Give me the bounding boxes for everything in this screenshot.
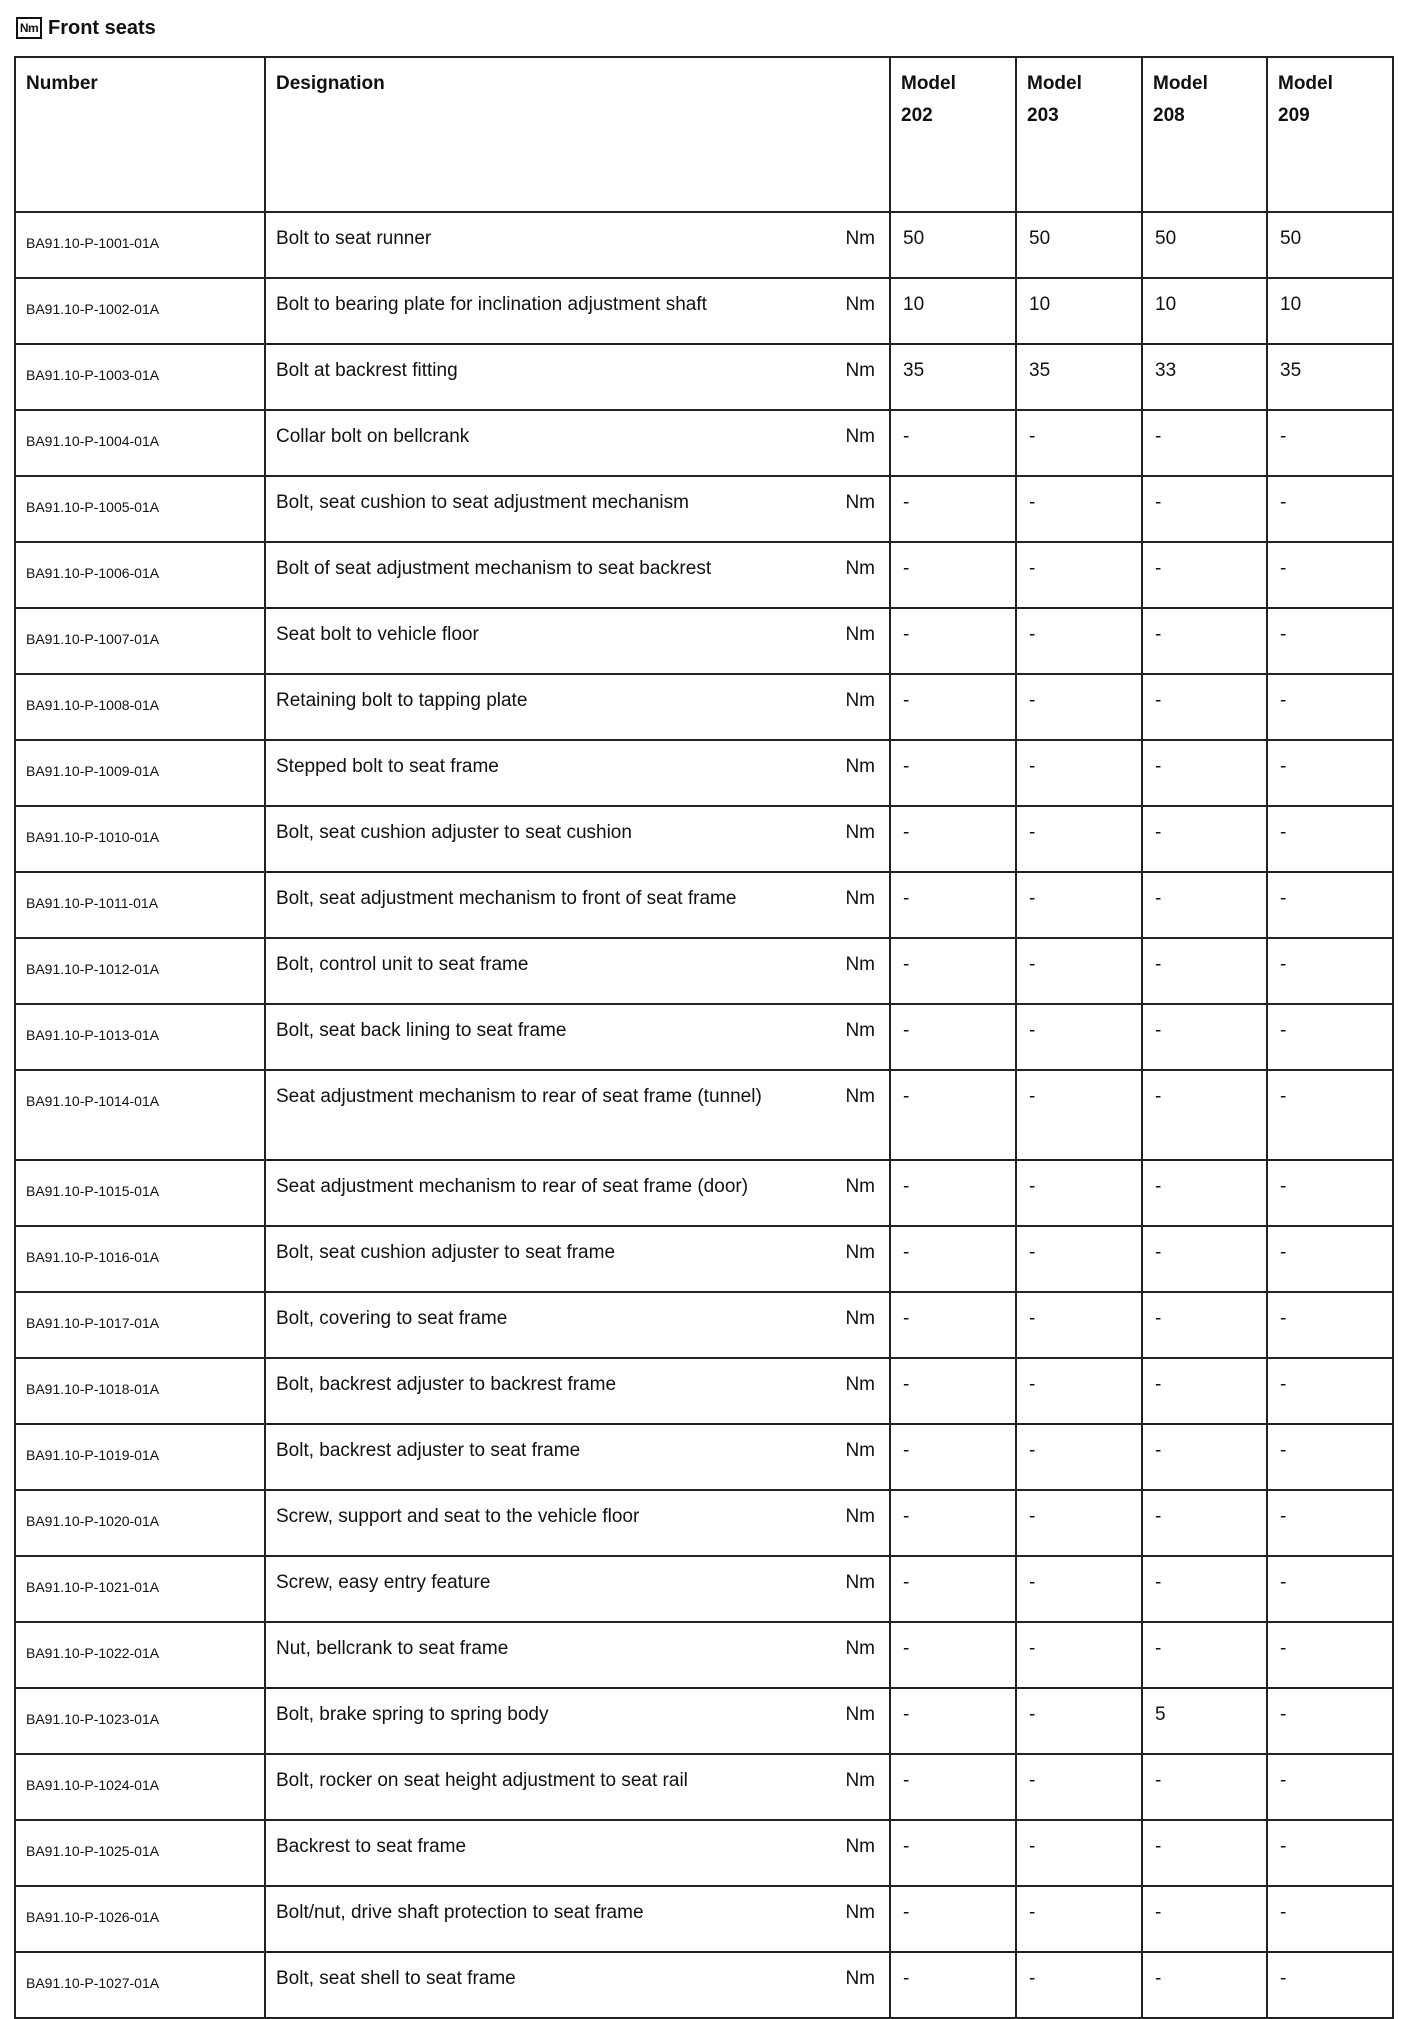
row-designation-cell: [265, 1754, 890, 1820]
row-number: BA91.10-P-1015-01A: [15, 1160, 265, 1226]
row-number: BA91.10-P-1005-01A: [15, 476, 265, 542]
row-number: BA91.10-P-1026-01A: [15, 1886, 265, 1952]
row-value-model-209: -: [1267, 1226, 1393, 1292]
row-number: BA91.10-P-1017-01A: [15, 1292, 265, 1358]
row-value-model-209: -: [1267, 740, 1393, 806]
row-value-model-203: -: [1016, 476, 1142, 542]
table-row: [15, 212, 1393, 278]
row-value-model-202: -: [890, 806, 1016, 872]
row-designation: Bolt, rocker on seat height adjustment to seat rail: [276, 1770, 688, 1791]
row-designation: Screw, easy entry feature: [276, 1572, 491, 1593]
row-value-model-202: -: [890, 674, 1016, 740]
table-row: [15, 1952, 1393, 2018]
row-value-model-203: -: [1016, 1358, 1142, 1424]
row-value-model-209: -: [1267, 938, 1393, 1004]
row-value-model-208: -: [1142, 674, 1267, 740]
row-number: BA91.10-P-1020-01A: [15, 1490, 265, 1556]
row-designation: Bolt, brake spring to spring body: [276, 1704, 549, 1725]
row-value-model-203: -: [1016, 674, 1142, 740]
section-title: [16, 14, 156, 42]
row-unit: Nm: [845, 822, 875, 843]
row-value-model-209: -: [1267, 1754, 1393, 1820]
row-designation-cell: [265, 1070, 890, 1160]
row-designation: Bolt, seat cushion adjuster to seat cushion: [276, 822, 632, 843]
row-value-model-203: -: [1016, 608, 1142, 674]
row-designation-cell: [265, 806, 890, 872]
row-designation: Seat bolt to vehicle floor: [276, 624, 479, 645]
row-value-model-208: -: [1142, 938, 1267, 1004]
row-value-model-208: 10: [1142, 278, 1267, 344]
row-value-model-202: -: [890, 1160, 1016, 1226]
row-number: BA91.10-P-1008-01A: [15, 674, 265, 740]
row-designation-cell: [265, 674, 890, 740]
header-number: Number: [15, 57, 265, 212]
row-value-model-209: -: [1267, 674, 1393, 740]
table-row: [15, 1226, 1393, 1292]
row-designation: Bolt, seat adjustment mechanism to front of seat frame: [276, 888, 737, 909]
row-value-model-208: -: [1142, 1820, 1267, 1886]
row-designation-cell: [265, 278, 890, 344]
row-value-model-208: -: [1142, 542, 1267, 608]
table-row: [15, 1292, 1393, 1358]
row-value-model-208: -: [1142, 872, 1267, 938]
row-value-model-209: -: [1267, 608, 1393, 674]
row-value-model-203: -: [1016, 872, 1142, 938]
row-number: BA91.10-P-1009-01A: [15, 740, 265, 806]
row-value-model-208: -: [1142, 1292, 1267, 1358]
row-number: BA91.10-P-1014-01A: [15, 1070, 265, 1160]
row-designation-cell: [265, 1358, 890, 1424]
row-value-model-203: -: [1016, 410, 1142, 476]
row-designation-cell: [265, 1952, 890, 2018]
row-value-model-208: -: [1142, 1226, 1267, 1292]
row-value-model-203: -: [1016, 1490, 1142, 1556]
table-row: [15, 1004, 1393, 1070]
row-unit: Nm: [845, 558, 875, 579]
row-designation-cell: [265, 1292, 890, 1358]
row-value-model-209: -: [1267, 1070, 1393, 1160]
table-row: [15, 278, 1393, 344]
row-number: BA91.10-P-1012-01A: [15, 938, 265, 1004]
row-designation: Seat adjustment mechanism to rear of seat frame (door): [276, 1176, 749, 1197]
row-value-model-209: -: [1267, 806, 1393, 872]
row-designation: Bolt/nut, drive shaft protection to seat frame: [276, 1902, 644, 1923]
row-designation-cell: [265, 1226, 890, 1292]
row-value-model-202: -: [890, 1292, 1016, 1358]
row-designation-cell: [265, 1556, 890, 1622]
row-value-model-209: -: [1267, 1004, 1393, 1070]
table-row: [15, 1160, 1393, 1226]
row-value-model-202: -: [890, 1490, 1016, 1556]
row-value-model-208: -: [1142, 806, 1267, 872]
row-unit: Nm: [845, 1020, 875, 1041]
header-model-203: Model 203: [1016, 57, 1142, 212]
row-value-model-202: -: [890, 1070, 1016, 1160]
row-value-model-209: -: [1267, 410, 1393, 476]
row-value-model-208: -: [1142, 476, 1267, 542]
row-number: BA91.10-P-1018-01A: [15, 1358, 265, 1424]
row-value-model-209: -: [1267, 1820, 1393, 1886]
row-number: BA91.10-P-1007-01A: [15, 608, 265, 674]
row-value-model-208: -: [1142, 608, 1267, 674]
row-value-model-203: 50: [1016, 212, 1142, 278]
row-value-model-202: -: [890, 1688, 1016, 1754]
row-value-model-202: -: [890, 542, 1016, 608]
section-title-text: Front seats: [48, 16, 156, 39]
table-row: [15, 806, 1393, 872]
row-value-model-209: -: [1267, 872, 1393, 938]
row-designation: Bolt, seat cushion to seat adjustment mechanism: [276, 492, 689, 513]
row-value-model-209: -: [1267, 1292, 1393, 1358]
row-unit: Nm: [845, 426, 875, 447]
row-number: BA91.10-P-1003-01A: [15, 344, 265, 410]
row-designation: Seat adjustment mechanism to rear of seat frame (tunnel): [276, 1086, 762, 1107]
row-number: BA91.10-P-1006-01A: [15, 542, 265, 608]
row-value-model-202: 10: [890, 278, 1016, 344]
row-value-model-208: -: [1142, 740, 1267, 806]
row-value-model-208: -: [1142, 1490, 1267, 1556]
row-designation-cell: [265, 1886, 890, 1952]
row-designation: Bolt, backrest adjuster to backrest frame: [276, 1374, 617, 1395]
row-designation-cell: [265, 1820, 890, 1886]
row-value-model-203: -: [1016, 542, 1142, 608]
row-designation-cell: [265, 344, 890, 410]
row-number: BA91.10-P-1019-01A: [15, 1424, 265, 1490]
table-row: [15, 872, 1393, 938]
row-value-model-202: -: [890, 1358, 1016, 1424]
row-value-model-208: -: [1142, 1556, 1267, 1622]
row-unit: Nm: [845, 756, 875, 777]
row-number: BA91.10-P-1022-01A: [15, 1622, 265, 1688]
row-value-model-202: -: [890, 1952, 1016, 2018]
table-row: [15, 1886, 1393, 1952]
row-value-model-209: -: [1267, 1886, 1393, 1952]
table-row: [15, 1688, 1393, 1754]
table-row: [15, 344, 1393, 410]
row-value-model-208: -: [1142, 1952, 1267, 2018]
row-number: BA91.10-P-1011-01A: [15, 872, 265, 938]
row-value-model-202: -: [890, 1754, 1016, 1820]
row-designation-cell: [265, 410, 890, 476]
row-value-model-202: -: [890, 1622, 1016, 1688]
row-value-model-203: -: [1016, 1424, 1142, 1490]
row-unit: Nm: [845, 1704, 875, 1725]
row-designation-cell: [265, 740, 890, 806]
row-value-model-209: 10: [1267, 278, 1393, 344]
row-designation: Stepped bolt to seat frame: [276, 756, 499, 777]
row-value-model-202: 35: [890, 344, 1016, 410]
row-unit: Nm: [845, 1968, 875, 1989]
row-designation-cell: [265, 1424, 890, 1490]
row-value-model-203: -: [1016, 806, 1142, 872]
row-value-model-203: -: [1016, 1556, 1142, 1622]
row-value-model-208: -: [1142, 1358, 1267, 1424]
row-designation-cell: [265, 1490, 890, 1556]
row-designation: Bolt to bearing plate for inclination adjustment shaft: [276, 294, 707, 315]
table-row: [15, 1358, 1393, 1424]
row-value-model-208: 50: [1142, 212, 1267, 278]
table-row: [15, 542, 1393, 608]
row-designation-cell: [265, 476, 890, 542]
row-unit: Nm: [845, 228, 875, 249]
row-unit: Nm: [845, 1176, 875, 1197]
row-number: BA91.10-P-1025-01A: [15, 1820, 265, 1886]
row-designation-cell: [265, 542, 890, 608]
table-row: [15, 938, 1393, 1004]
row-unit: Nm: [845, 294, 875, 315]
row-designation-cell: [265, 1160, 890, 1226]
row-designation-cell: [265, 212, 890, 278]
row-designation: Bolt, control unit to seat frame: [276, 954, 529, 975]
row-value-model-209: -: [1267, 1622, 1393, 1688]
row-value-model-203: -: [1016, 1622, 1142, 1688]
row-value-model-208: -: [1142, 1070, 1267, 1160]
row-value-model-208: -: [1142, 1004, 1267, 1070]
row-number: BA91.10-P-1010-01A: [15, 806, 265, 872]
row-designation: Bolt, seat cushion adjuster to seat frame: [276, 1242, 616, 1263]
header-model-208: Model 208: [1142, 57, 1267, 212]
row-value-model-203: -: [1016, 740, 1142, 806]
row-unit: Nm: [845, 492, 875, 513]
row-value-model-203: -: [1016, 938, 1142, 1004]
row-unit: Nm: [845, 888, 875, 909]
row-designation-cell: [265, 938, 890, 1004]
row-value-model-202: -: [890, 1556, 1016, 1622]
table-row: [15, 410, 1393, 476]
row-unit: Nm: [845, 1638, 875, 1659]
table-row: [15, 1424, 1393, 1490]
row-value-model-202: -: [890, 410, 1016, 476]
row-designation-cell: [265, 1004, 890, 1070]
row-value-model-209: -: [1267, 1490, 1393, 1556]
row-unit: Nm: [845, 1086, 875, 1107]
row-value-model-202: -: [890, 476, 1016, 542]
row-value-model-203: -: [1016, 1292, 1142, 1358]
header-model-202: Model 202: [890, 57, 1016, 212]
row-value-model-209: -: [1267, 542, 1393, 608]
row-value-model-209: -: [1267, 1556, 1393, 1622]
row-designation-cell: [265, 608, 890, 674]
row-number: BA91.10-P-1002-01A: [15, 278, 265, 344]
row-value-model-209: -: [1267, 1160, 1393, 1226]
row-value-model-202: -: [890, 938, 1016, 1004]
row-designation: Bolt, covering to seat frame: [276, 1308, 508, 1329]
row-unit: Nm: [845, 1506, 875, 1527]
table-row: [15, 608, 1393, 674]
row-value-model-209: -: [1267, 1358, 1393, 1424]
row-value-model-203: -: [1016, 1226, 1142, 1292]
row-unit: Nm: [845, 1374, 875, 1395]
table-row: [15, 674, 1393, 740]
row-designation: Bolt, backrest adjuster to seat frame: [276, 1440, 581, 1461]
header-model-209: Model 209: [1267, 57, 1393, 212]
header-designation: Designation: [265, 57, 890, 212]
row-value-model-208: 33: [1142, 344, 1267, 410]
row-value-model-208: -: [1142, 1424, 1267, 1490]
row-designation-cell: [265, 1622, 890, 1688]
row-number: BA91.10-P-1016-01A: [15, 1226, 265, 1292]
row-value-model-202: -: [890, 872, 1016, 938]
row-value-model-203: 10: [1016, 278, 1142, 344]
table-row: [15, 1490, 1393, 1556]
row-value-model-203: -: [1016, 1160, 1142, 1226]
row-designation: Collar bolt on bellcrank: [276, 426, 470, 447]
row-unit: Nm: [845, 1770, 875, 1791]
table-row: [15, 1754, 1393, 1820]
row-value-model-209: -: [1267, 1688, 1393, 1754]
table-row: [15, 1556, 1393, 1622]
row-designation: Retaining bolt to tapping plate: [276, 690, 528, 711]
row-unit: Nm: [845, 690, 875, 711]
row-number: BA91.10-P-1024-01A: [15, 1754, 265, 1820]
row-unit: Nm: [845, 1572, 875, 1593]
row-value-model-202: -: [890, 1424, 1016, 1490]
row-number: BA91.10-P-1023-01A: [15, 1688, 265, 1754]
row-value-model-208: -: [1142, 410, 1267, 476]
row-number: BA91.10-P-1004-01A: [15, 410, 265, 476]
row-unit: Nm: [845, 954, 875, 975]
table-header-row: [15, 57, 1393, 212]
row-value-model-202: 50: [890, 212, 1016, 278]
row-number: BA91.10-P-1027-01A: [15, 1952, 265, 2018]
table-row: [15, 1820, 1393, 1886]
row-designation: Backrest to seat frame: [276, 1836, 467, 1857]
row-value-model-203: -: [1016, 1754, 1142, 1820]
table-row: [15, 1070, 1393, 1160]
row-value-model-208: 5: [1142, 1688, 1267, 1754]
row-value-model-202: -: [890, 608, 1016, 674]
row-unit: Nm: [845, 360, 875, 381]
row-designation-cell: [265, 1688, 890, 1754]
row-value-model-209: 35: [1267, 344, 1393, 410]
row-designation: Bolt, seat shell to seat frame: [276, 1968, 516, 1989]
row-value-model-209: -: [1267, 1952, 1393, 2018]
row-value-model-202: -: [890, 1226, 1016, 1292]
row-value-model-203: -: [1016, 1886, 1142, 1952]
row-value-model-208: -: [1142, 1622, 1267, 1688]
row-value-model-208: -: [1142, 1886, 1267, 1952]
row-value-model-202: -: [890, 740, 1016, 806]
row-value-model-202: -: [890, 1004, 1016, 1070]
row-designation: Bolt of seat adjustment mechanism to seat backrest: [276, 558, 712, 579]
row-designation: Bolt to seat runner: [276, 228, 432, 249]
row-value-model-208: -: [1142, 1754, 1267, 1820]
row-unit: Nm: [845, 1242, 875, 1263]
row-value-model-203: 35: [1016, 344, 1142, 410]
row-value-model-208: -: [1142, 1160, 1267, 1226]
row-value-model-203: -: [1016, 1820, 1142, 1886]
row-value-model-209: -: [1267, 476, 1393, 542]
row-number: BA91.10-P-1001-01A: [15, 212, 265, 278]
row-number: BA91.10-P-1021-01A: [15, 1556, 265, 1622]
row-designation: Screw, support and seat to the vehicle floor: [276, 1506, 640, 1527]
row-value-model-203: -: [1016, 1070, 1142, 1160]
row-designation: Bolt, seat back lining to seat frame: [276, 1020, 567, 1041]
torque-nm-icon: Nm: [16, 17, 42, 39]
table-row: [15, 1622, 1393, 1688]
row-designation-cell: [265, 872, 890, 938]
row-unit: Nm: [845, 624, 875, 645]
row-unit: Nm: [845, 1308, 875, 1329]
row-number: BA91.10-P-1013-01A: [15, 1004, 265, 1070]
row-designation: Nut, bellcrank to seat frame: [276, 1638, 509, 1659]
row-value-model-209: 50: [1267, 212, 1393, 278]
row-value-model-203: -: [1016, 1688, 1142, 1754]
row-value-model-203: -: [1016, 1004, 1142, 1070]
row-unit: Nm: [845, 1902, 875, 1923]
torque-spec-table: [14, 56, 1394, 2019]
table-row: [15, 476, 1393, 542]
row-value-model-209: -: [1267, 1424, 1393, 1490]
row-value-model-202: -: [890, 1820, 1016, 1886]
row-unit: Nm: [845, 1440, 875, 1461]
table-body: [15, 212, 1393, 2018]
row-value-model-202: -: [890, 1886, 1016, 1952]
row-unit: Nm: [845, 1836, 875, 1857]
table-row: [15, 740, 1393, 806]
row-value-model-203: -: [1016, 1952, 1142, 2018]
row-designation: Bolt at backrest fitting: [276, 360, 458, 381]
